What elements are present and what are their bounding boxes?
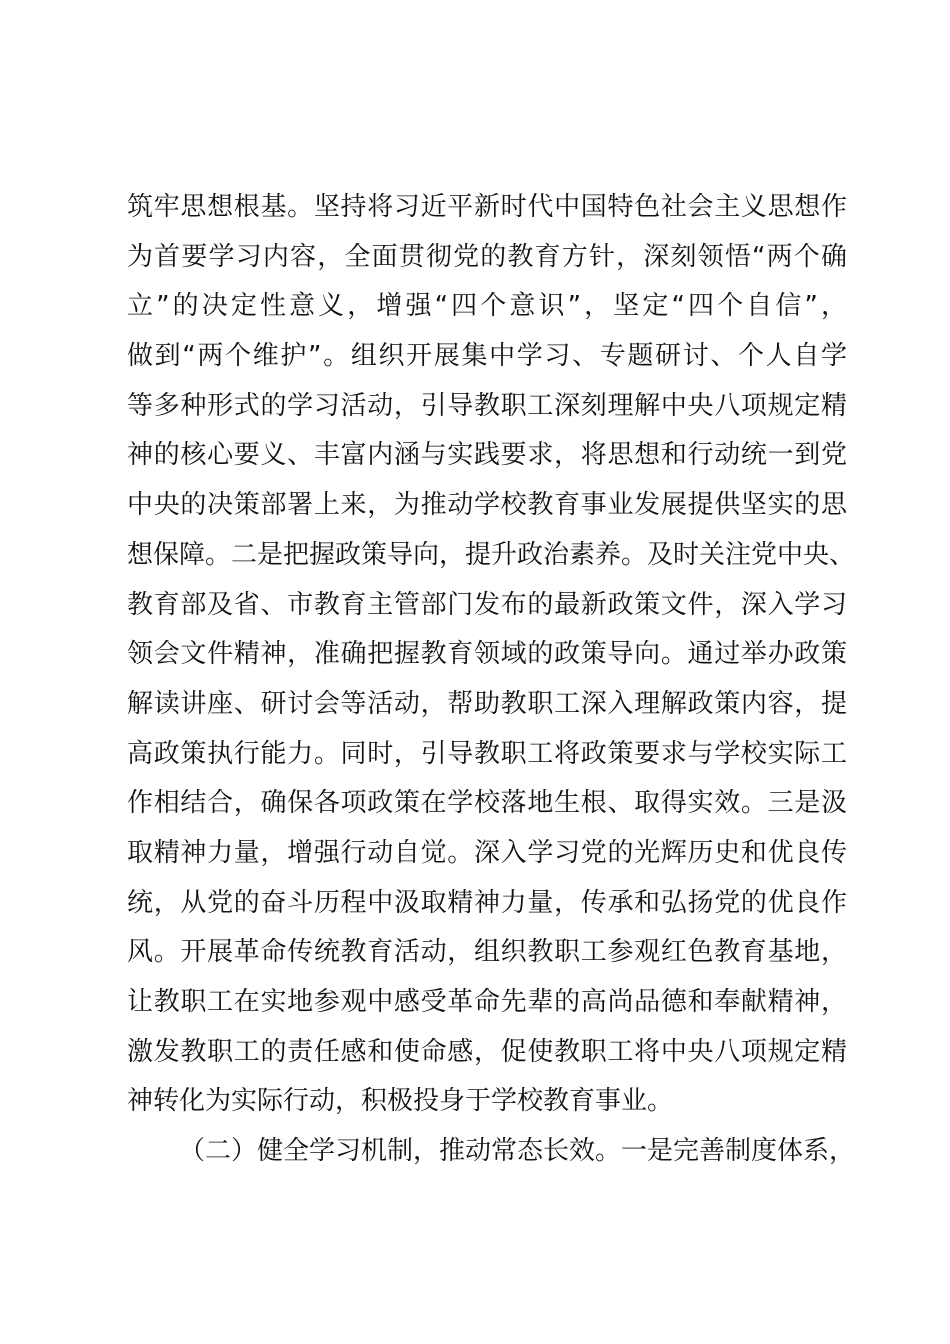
- text-line: 做到“两个维护”。组织开展集中学习、专题研讨、个人自学: [127, 341, 847, 372]
- text-line: 筑牢思想根基。坚持将习近平新时代中国特色社会主义思想作: [127, 192, 847, 222]
- text-line: 领会文件精神，准确把握教育领域的政策导向。通过举办政策: [127, 639, 847, 670]
- text-line: 作相结合，确保各项政策在学校落地生根、取得实效。三是汲: [127, 788, 847, 819]
- text-line: 教育部及省、市教育主管部门发布的最新政策文件，深入学习: [127, 589, 847, 620]
- text-line: 中央的决策部署上来，为推动学校教育事业发展提供坚实的思: [127, 490, 847, 521]
- text-line: 高政策执行能力。同时，引导教职工将政策要求与学校实际工: [127, 738, 847, 769]
- text-line: 立”的决定性意义，增强“四个意识”，坚定“四个自信”，: [127, 291, 847, 322]
- section-heading-line: （二）健全学习机制，推动常态长效。一是完善制度体系，: [179, 1136, 856, 1167]
- text-line: 激发教职工的责任感和使命感，促使教职工将中央八项规定精: [127, 1036, 847, 1067]
- text-line: 风。开展革命传统教育活动，组织教职工参观红色教育基地，: [127, 937, 847, 968]
- text-line: 让教职工在实地参观中感受革命先辈的高尚品德和奉献精神，: [127, 987, 847, 1017]
- text-line: 神的核心要义、丰富内涵与实践要求，将思想和行动统一到党: [127, 440, 847, 471]
- paragraph-end-line: 神转化为实际行动，积极投身于学校教育事业。: [127, 1086, 674, 1117]
- text-line: 为首要学习内容，全面贯彻党的教育方针，深刻领悟“两个确: [127, 241, 847, 272]
- text-line: 统，从党的奋斗历程中汲取精神力量，传承和弘扬党的优良作: [127, 887, 847, 918]
- text-line: 等多种形式的学习活动，引导教职工深刻理解中央八项规定精: [127, 390, 847, 421]
- text-line: 解读讲座、研讨会等活动，帮助教职工深入理解政策内容，提: [127, 688, 847, 719]
- text-line: 取精神力量，增强行动自觉。深入学习党的光辉历史和优良传: [127, 837, 847, 868]
- body-text: [127, 183, 856, 1177]
- text-line: 想保障。二是把握政策导向，提升政治素养。及时关注党中央、: [127, 539, 856, 570]
